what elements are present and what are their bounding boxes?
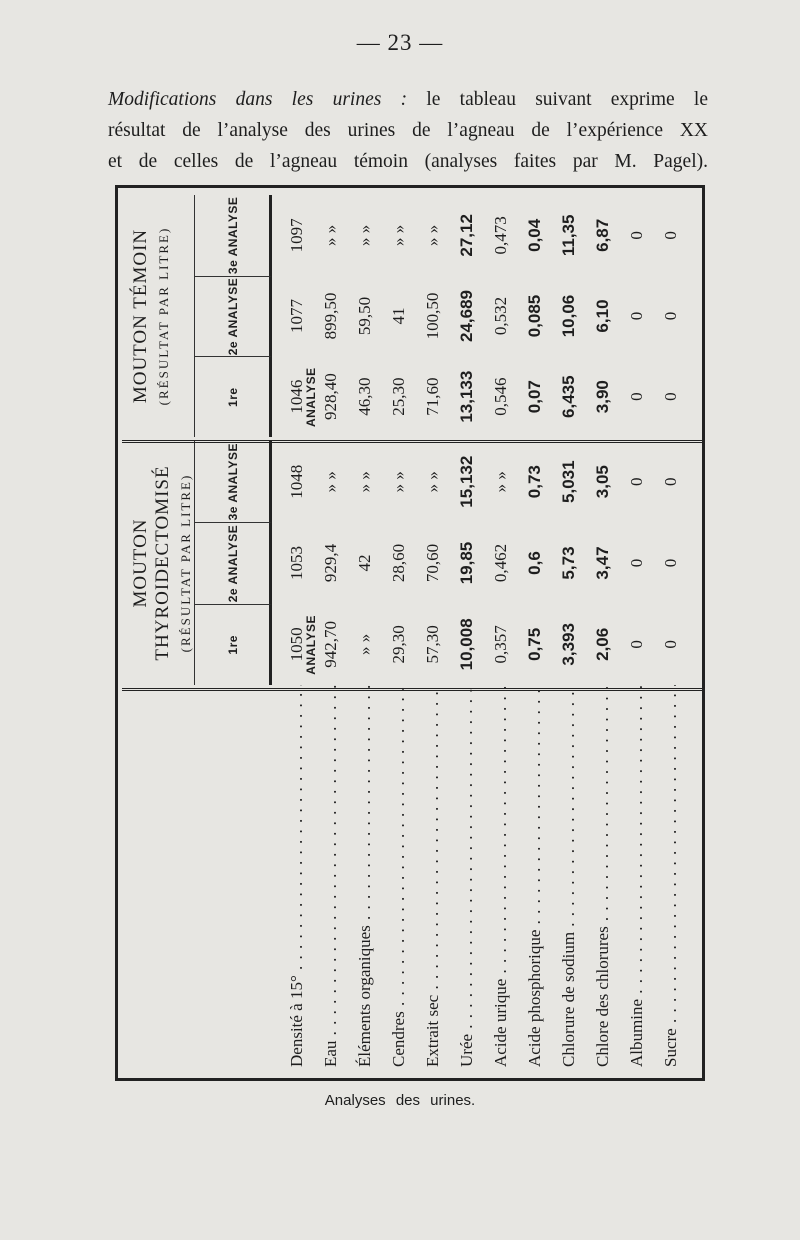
table-cell: » »	[355, 633, 374, 655]
row-label: Acide urique . . .	[486, 685, 516, 1067]
table-cell: 5,031	[559, 460, 578, 503]
table-cell: 1048	[287, 464, 306, 499]
table-cell: 0	[661, 392, 680, 401]
table-cell: 899,50	[321, 292, 340, 340]
table-cell: 27,12	[457, 214, 476, 257]
group-control	[122, 195, 702, 437]
row-labels-column	[122, 685, 702, 1075]
table-cell: 46,30	[355, 377, 374, 416]
table-cell: 0,473	[491, 216, 510, 255]
table-cell: 11,35	[559, 214, 578, 257]
table-cell: 0,357	[491, 625, 510, 664]
table-cell: 0,546	[491, 377, 510, 416]
table-cell: 10,008	[457, 618, 476, 671]
row-label: Densité à 15° . . .	[282, 685, 312, 1067]
table-cell: 0,532	[491, 296, 510, 336]
table-cell: 1097	[287, 218, 306, 253]
group-divider	[122, 440, 702, 443]
table-cell: 928,40	[321, 373, 340, 421]
table-cell: 0,462	[491, 543, 510, 583]
table-cell: 0,75	[525, 627, 544, 661]
table-cell: 0	[661, 477, 680, 486]
table-cell: 1053	[287, 546, 306, 581]
row-label: Albumine . . .	[622, 685, 652, 1067]
intro-italic-lead: Modifications dans les urines :	[108, 89, 408, 110]
intro-line2: résultat de l’analyse des urines de l’agneau de l’expérience XX	[108, 120, 708, 141]
table-cell: 0	[661, 231, 680, 240]
table-cell: 19,85	[457, 541, 476, 585]
table-cell: 25,30	[389, 377, 408, 416]
column-header: 2e ANALYSE	[194, 276, 272, 357]
urine-analysis-table	[115, 185, 705, 1081]
table-caption: Analyses des urines.	[324, 1092, 476, 1109]
table-cell: 57,30	[423, 625, 442, 664]
table-cell: 6,87	[593, 218, 612, 252]
table-cell: 0	[661, 640, 680, 649]
table-cell: 3,05	[593, 465, 612, 499]
intro-line1: le tableau suivant exprime le	[426, 89, 708, 110]
table-cell: 0,73	[525, 465, 544, 499]
row-label: Chlorure de sodium . . .	[554, 685, 584, 1067]
table-cell: 5,73	[559, 546, 578, 580]
table-cell: 0	[627, 392, 646, 401]
table-cell: 929,4	[321, 543, 340, 583]
table-cell: 28,60	[389, 543, 408, 583]
table-cell: 3,47	[593, 546, 612, 580]
table-cell: 24,689	[457, 290, 476, 343]
row-label: Eau . . .	[316, 685, 346, 1067]
group-subtitle: (RÉSULTAT PAR LITRE)	[156, 226, 171, 406]
row-label: Chlore des chlorures . . .	[588, 685, 618, 1067]
group-title: MOUTON TÉMOIN	[130, 228, 151, 404]
row-label: Cendres . . .	[384, 685, 414, 1067]
table-cell: » »	[389, 471, 408, 493]
table-cell: » »	[389, 224, 408, 246]
row-label: Urée . . .	[452, 685, 482, 1067]
table-cell: 1046	[287, 379, 306, 414]
table-cell: 0,6	[525, 551, 544, 575]
table-cell: 0	[627, 311, 646, 321]
page-number: — 23 —	[356, 30, 444, 55]
table-cell: 29,30	[389, 625, 408, 664]
table-cell: 100,50	[423, 292, 442, 340]
table-cell: 15,132	[457, 455, 476, 508]
group-subtitle: (RÉSULTAT PAR LITRE)	[178, 473, 193, 653]
group-header	[122, 441, 195, 685]
table-cell: 0	[627, 558, 646, 568]
table-cell: 0,04	[525, 218, 544, 252]
intro-line3: et de celles de l’agneau témoin (analyses faites par M. Pagel).	[108, 151, 708, 172]
rotated-table-body	[122, 195, 702, 1075]
table-cell: 2,06	[593, 627, 612, 661]
table-cell: 0	[661, 311, 680, 321]
table-cell: » »	[423, 224, 442, 246]
column-header: 3e ANALYSE	[194, 441, 272, 522]
table-cell: 6,10	[593, 299, 612, 333]
table-cell: 59,50	[355, 296, 374, 336]
table-cell: 0,07	[525, 380, 544, 414]
row-label: Sucre . . .	[656, 685, 686, 1067]
column-header: 1re ANALYSE	[194, 356, 272, 437]
column-header: 1re ANALYSE	[194, 604, 272, 685]
row-label: Extrait sec . . .	[418, 685, 448, 1067]
column-header: 2e ANALYSE	[194, 522, 272, 603]
table-cell: 3,90	[593, 380, 612, 414]
table-cell: 3,393	[559, 623, 578, 666]
table-cell: 1077	[287, 299, 306, 334]
table-cell: 0	[627, 640, 646, 649]
table-cell: » »	[321, 224, 340, 246]
table-cell: » »	[491, 471, 510, 493]
table-cell: 70,60	[423, 543, 442, 583]
table-cell: 13,133	[457, 370, 476, 423]
row-label: Éléments organiques . . .	[350, 685, 380, 1067]
table-cell: » »	[355, 224, 374, 246]
table-cell: 1050	[287, 627, 306, 662]
table-cell: 0	[627, 477, 646, 486]
table-cell: 10,06	[559, 294, 578, 338]
group-thyroidectomised	[122, 441, 702, 685]
table-cell: 0	[661, 558, 680, 568]
intro-paragraph	[108, 84, 708, 177]
table-cell: » »	[423, 471, 442, 493]
row-label: Acide phosphorique . . .	[520, 685, 550, 1067]
group-header	[122, 195, 195, 437]
label-divider	[122, 688, 702, 691]
table-cell: 6,435	[559, 375, 578, 418]
table-cell: 71,60	[423, 377, 442, 416]
table-cell: 41	[389, 307, 408, 325]
table-cell: 42	[355, 554, 374, 572]
table-cell: 942,70	[321, 620, 340, 668]
table-cell: » »	[355, 471, 374, 493]
column-header: 3e ANALYSE	[194, 195, 272, 276]
table-cell: » »	[321, 471, 340, 493]
group-title: MOUTON THYROIDECTOMISÉ	[130, 465, 173, 661]
table-cell: 0	[627, 231, 646, 240]
table-cell: 0,085	[525, 294, 544, 338]
